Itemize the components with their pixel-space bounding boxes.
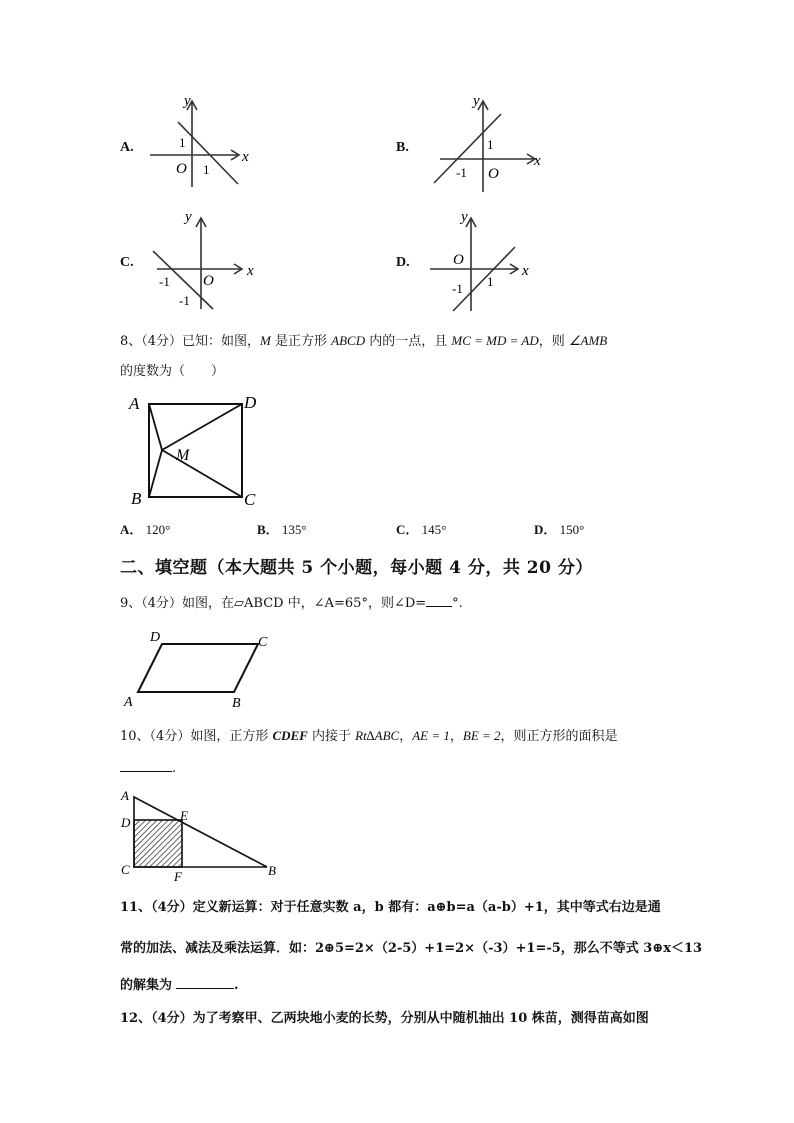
q11-text-end: . xyxy=(234,978,239,993)
origin-label: O xyxy=(176,161,187,177)
vertex-label-d: D xyxy=(121,815,131,830)
figure-q9-parallelogram xyxy=(120,626,275,710)
q10-triangle-name: Rt∆ABC xyxy=(355,728,400,743)
question-10-line2 xyxy=(120,758,176,778)
x-axis-label: x xyxy=(522,263,529,279)
question-11-line1: 11、（4分）定义新运算：对于任意实数 a，b 都有：a⊕b=a（a-b）+1，其中等式右边是通 xyxy=(120,900,661,915)
vertex-label-e: E xyxy=(180,808,188,823)
parallelogram-abcd xyxy=(138,644,258,692)
q8-prefix: 8、（4分）已知：如图， xyxy=(120,334,261,349)
q9-answer-blank xyxy=(426,593,452,607)
graph-option-b xyxy=(428,92,548,194)
vertex-label-d: D xyxy=(244,393,257,412)
q8-point-m: M xyxy=(260,333,271,348)
question-11-line3 xyxy=(120,975,239,995)
q8-option-a: A． 120° xyxy=(120,522,171,537)
vertex-label-c: C xyxy=(121,862,130,877)
origin-label: O xyxy=(453,252,464,268)
q10-text-end: . xyxy=(172,761,177,776)
q11-text: 的解集为 xyxy=(120,978,173,993)
q10-text: ， xyxy=(399,729,413,744)
q10-square-name: CDEF xyxy=(272,728,308,743)
segment-cm xyxy=(162,450,242,497)
question-11-line2: 常的加法、减法及乘法运算．如：2⊕5=2×（2-5）+1=2×（-3）+1=-5，那么不等式 3⊕x＜13 xyxy=(120,941,703,956)
question-8-line2: 的度数为（ ） xyxy=(120,364,225,379)
tick-label: 1 xyxy=(203,162,210,177)
question-9-text xyxy=(120,593,463,613)
tick-label: 1 xyxy=(179,135,186,150)
q10-text: ，则正方形的面积是 xyxy=(500,729,618,744)
vertex-label-b: B xyxy=(131,489,142,508)
q8-square-name: ABCD xyxy=(331,333,366,348)
graph-option-c xyxy=(145,207,265,312)
vertex-label-a: A xyxy=(124,695,133,710)
origin-label: O xyxy=(203,273,214,289)
vertex-label-f: F xyxy=(174,869,182,882)
q10-ae-value: AE = 1 xyxy=(412,728,450,743)
option-b-label: B. xyxy=(396,140,409,155)
vertex-label-b: B xyxy=(268,863,276,878)
q8-angle: ∠AMB xyxy=(568,333,608,348)
segment-dm xyxy=(162,404,242,450)
figure-q8-square xyxy=(125,392,270,510)
graph-option-d xyxy=(425,207,545,315)
vertex-label-c: C xyxy=(244,490,256,509)
vertex-label-a: A xyxy=(121,788,129,803)
vertex-label-c: C xyxy=(258,635,268,650)
option-d-label: D. xyxy=(396,255,410,270)
origin-label: O xyxy=(488,166,499,182)
q11-answer-blank xyxy=(176,975,234,989)
tick-label: -1 xyxy=(456,165,467,180)
question-8-text xyxy=(120,332,607,351)
figure-q10-triangle xyxy=(117,786,282,882)
x-axis-label: x xyxy=(242,149,249,165)
q8-option-d: D． 150° xyxy=(534,522,585,537)
question-10-text xyxy=(120,727,618,746)
tick-label: -1 xyxy=(179,293,190,308)
option-a-label: A. xyxy=(120,140,134,155)
point-label-m: M xyxy=(176,447,190,464)
segment-bm xyxy=(149,450,162,497)
section-2-title: 二、填空题（本大题共 5 个小题，每小题 4 分，共 20 分） xyxy=(120,558,593,578)
q9-text-end: °. xyxy=(452,596,463,611)
vertex-label-a: A xyxy=(129,394,140,413)
x-axis-label: x xyxy=(534,153,541,169)
y-axis-label: y xyxy=(473,93,480,109)
q8-option-c: C． 145° xyxy=(396,522,447,537)
tick-label: -1 xyxy=(452,281,463,296)
q9-text: 9、（4分）如图，在▱ABCD 中，∠A=65°，则∠D= xyxy=(120,596,427,611)
graph-option-a xyxy=(140,92,255,190)
tick-label: -1 xyxy=(159,274,170,289)
q10-be-value: BE = 2 xyxy=(462,728,501,743)
y-axis-label: y xyxy=(184,93,191,109)
vertex-label-b: B xyxy=(232,696,241,710)
y-axis-label: y xyxy=(185,209,192,225)
q8-text: 是正方形 xyxy=(270,334,332,349)
q8-equation: MC = MD = AD xyxy=(451,333,539,348)
q10-text: 内接于 xyxy=(307,729,356,744)
q10-answer-blank xyxy=(120,758,172,772)
tick-label: 1 xyxy=(487,274,494,289)
q8-option-b: B． 135° xyxy=(257,522,307,537)
segment-am xyxy=(149,404,162,450)
q8-text: 内的一点，且 xyxy=(365,334,452,349)
square-cdef xyxy=(134,820,182,867)
vertex-label-d: D xyxy=(150,630,161,645)
q8-text: ，则 xyxy=(538,334,569,349)
option-c-label: C. xyxy=(120,255,134,270)
q10-text: 10、（4分）如图，正方形 xyxy=(120,729,273,744)
question-12-line1: 12、（4分）为了考察甲、乙两块地小麦的长势，分别从中随机抽出 10 株苗，测得苗高如图 xyxy=(120,1011,649,1026)
x-axis-label: x xyxy=(247,263,254,279)
tick-label: 1 xyxy=(487,137,494,152)
q10-text: ， xyxy=(449,729,463,744)
y-axis-label: y xyxy=(461,209,468,225)
